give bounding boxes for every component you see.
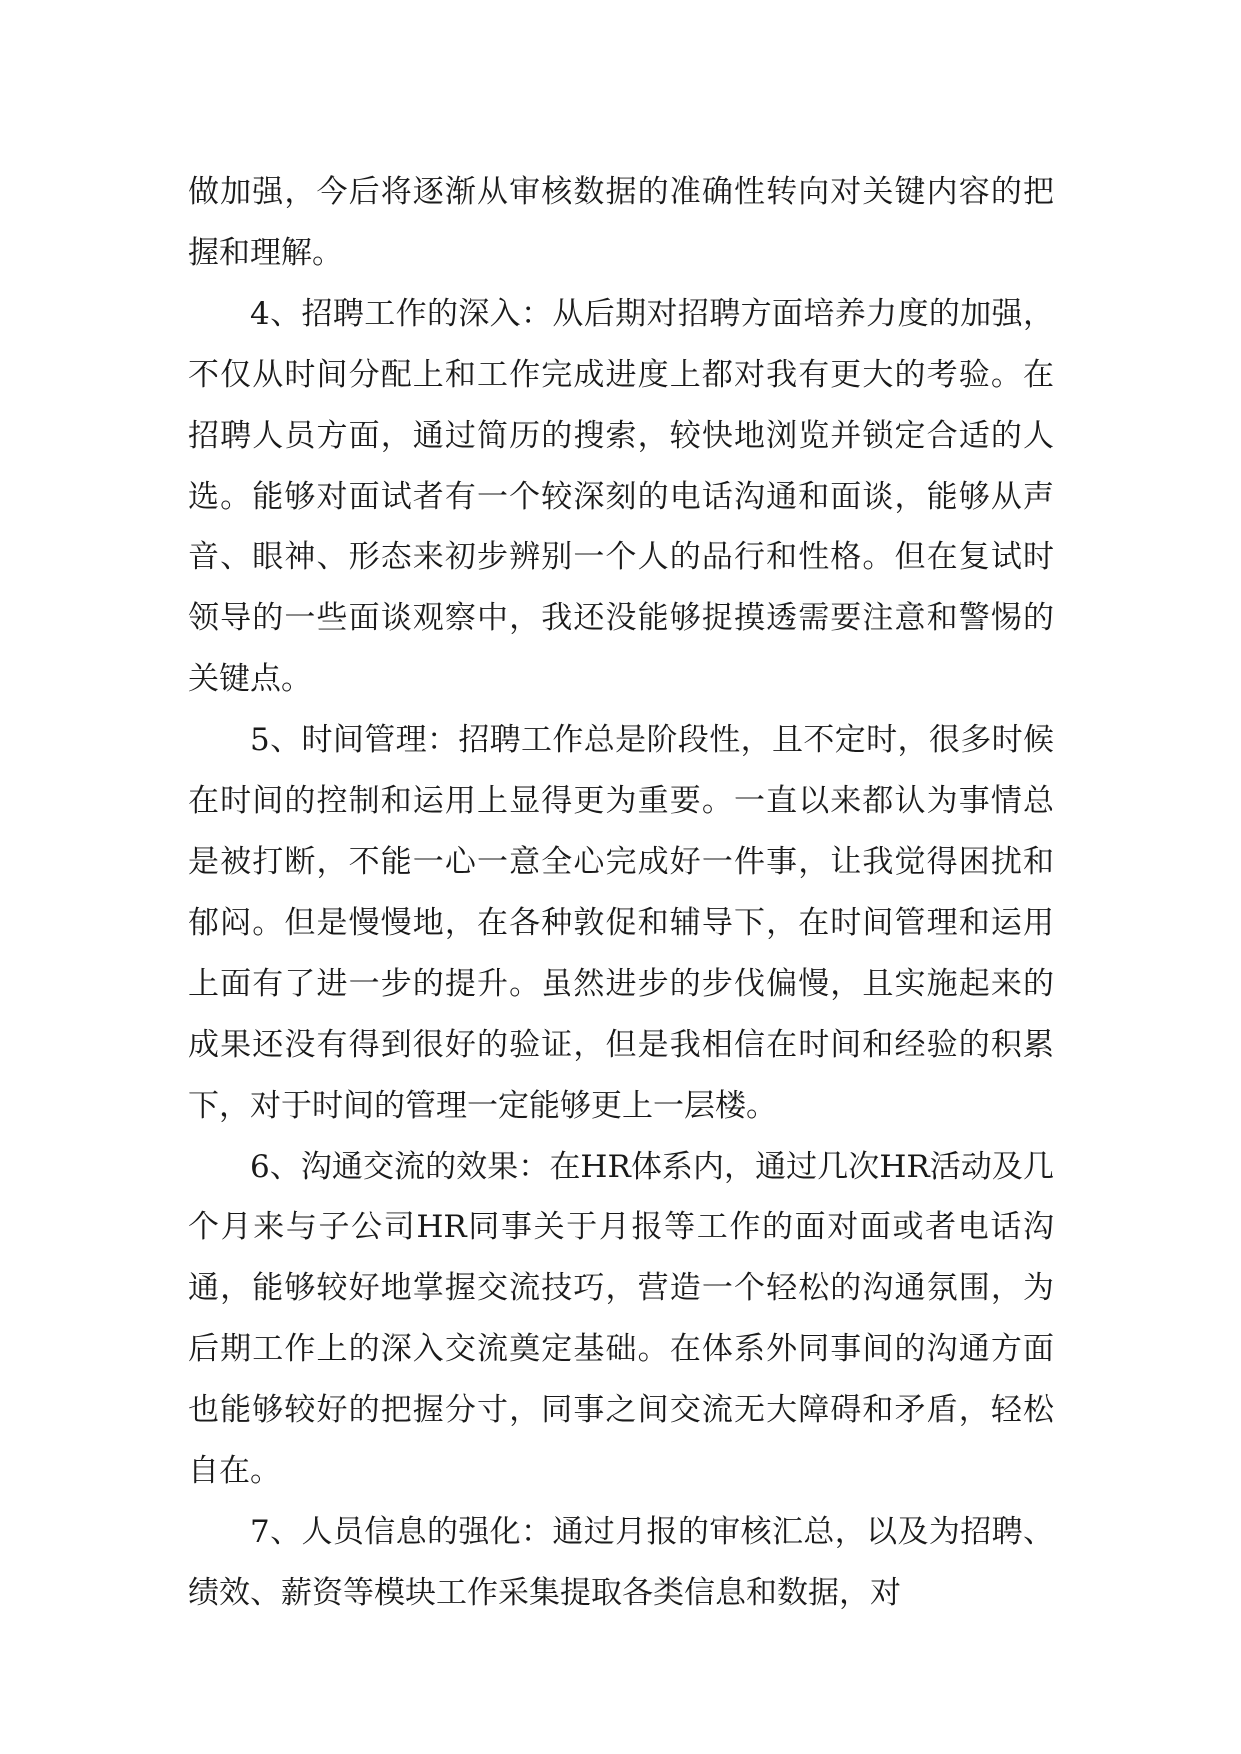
paragraph-continuation: 做加强，今后将逐渐从审核数据的准确性转向对关键内容的把握和理解。 xyxy=(188,174,1054,271)
document-body xyxy=(188,162,1054,1624)
paragraph-personnel-info: 7、人员信息的强化：通过月报的审核汇总，以及为招聘、绩效、薪资等模块工作采集提取各类信息和数据，对 xyxy=(188,1513,1054,1611)
paragraph-time-management: 5、时间管理：招聘工作总是阶段性，且不定时，很多时候在时间的控制和运用上显得更为重要。一直以来都认为事情总是被打断，不能一心一意全心完成好一件事，让我觉得困扰和郁闷。但是慢慢地，在各种敦促和辅导下，在时间管理和运用上面有了进一步的提升。虽然进步的步伐偏慢，且实施起来的成果还没有得到很好的验证，但是我相信在时间和经验的积累下，对于时间的管理一定能够更上一层楼。 xyxy=(188,722,1054,1124)
paragraph-recruitment: 4、招聘工作的深入：从后期对招聘方面培养力度的加强，不仅从时间分配上和工作完成进度上都对我有更大的考验。在招聘人员方面，通过简历的搜索，较快地浏览并锁定合适的人选。能够对面试者有一个较深刻的电话沟通和面谈，能够从声音、眼神、形态来初步辨别一个人的品行和性格。但在复试时领导的一些面谈观察中，我还没能够捉摸透需要注意和警惕的关键点。 xyxy=(188,295,1054,698)
paragraph-communication: 6、沟通交流的效果：在HR体系内，通过几次HR活动及几个月来与子公司HR同事关于月报等工作的面对面或者电话沟通，能够较好地掌握交流技巧，营造一个轻松的沟通氛围，为后期工作上的深入交流奠定基础。在体系外同事间的沟通方面也能够较好的把握分寸，同事之间交流无大障碍和矛盾，轻松自在。 xyxy=(188,1148,1054,1490)
